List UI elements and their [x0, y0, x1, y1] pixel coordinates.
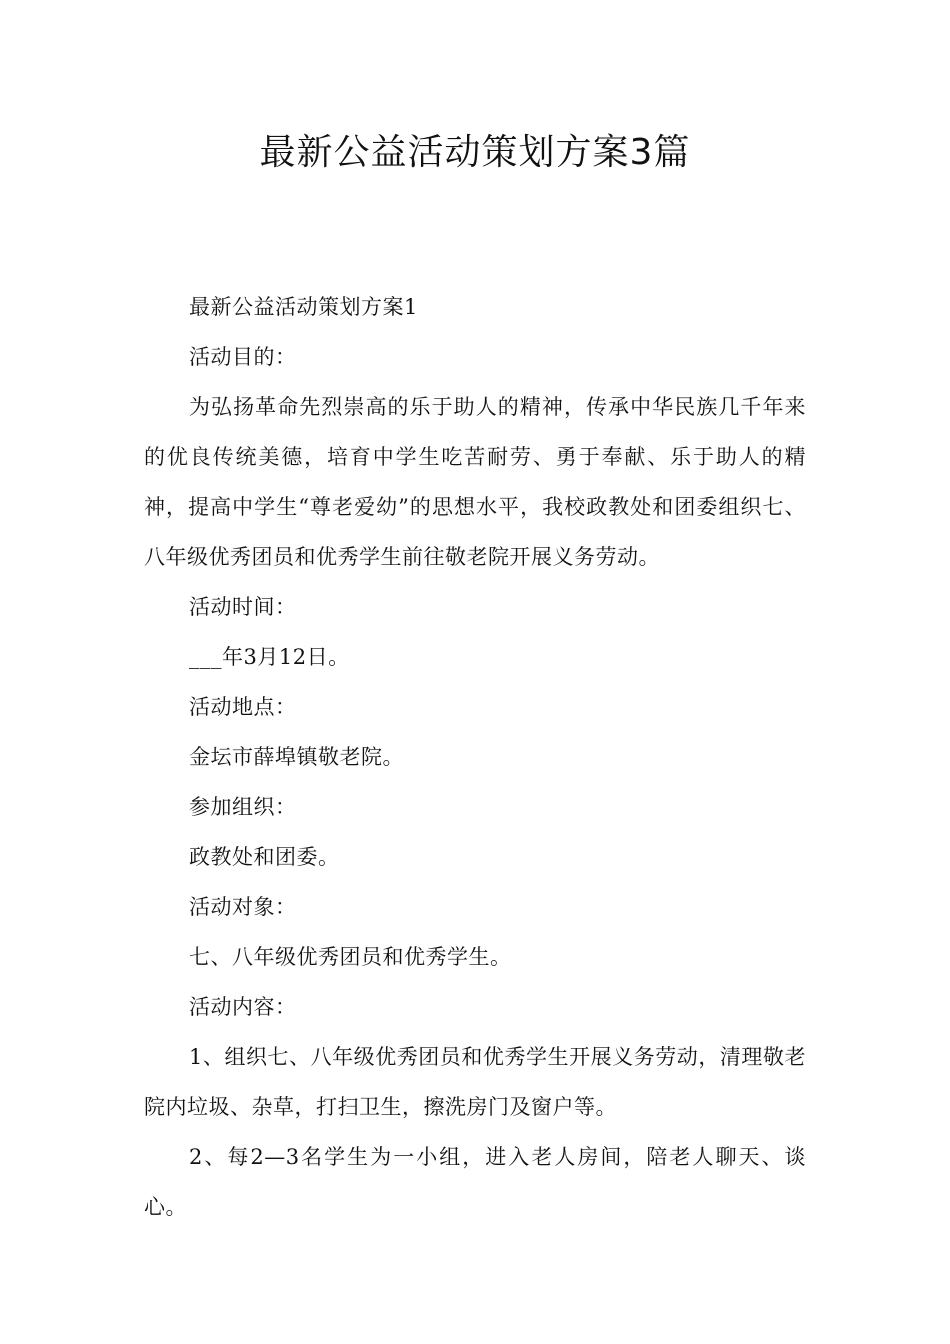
section-heading: 最新公益活动策划方案1 — [189, 295, 418, 319]
location-text: 金坛市薛埠镇敬老院。 — [189, 745, 404, 769]
content-item-1: 1、组织七、八年级优秀团员和优秀学生开展义务劳动，清理敬老院内垃圾、杂草，打扫卫生，擦洗房门及窗户等。 — [144, 1045, 806, 1119]
document-body — [144, 282, 806, 1232]
purpose-label: 活动目的： — [189, 345, 297, 369]
participants-label: 活动对象： — [189, 895, 297, 919]
location-label: 活动地点： — [189, 695, 297, 719]
participants-text: 七、八年级优秀团员和优秀学生。 — [189, 945, 512, 969]
organizer-text: 政教处和团委。 — [189, 845, 340, 869]
time-label: 活动时间： — [189, 595, 297, 619]
purpose-text: 为弘扬革命先烈崇高的乐于助人的精神，传承中华民族几千年来的优良传统美德，培育中学生吃苦耐劳、勇于奉献、乐于助人的精神，提高中学生“尊老爱幼”的思想水平，我校政教处和团委组织七、八年级优秀团员和优秀学生前往敬老院开展义务劳动。 — [144, 395, 806, 569]
organizer-label: 参加组织： — [189, 795, 297, 819]
content-label: 活动内容： — [189, 995, 297, 1019]
time-text: ___年3月12日。 — [189, 645, 350, 669]
document-title: 最新公益活动策划方案3篇 — [259, 132, 691, 173]
content-item-2: 2、每2—3名学生为一小组，进入老人房间，陪老人聊天、谈心。 — [144, 1145, 806, 1219]
